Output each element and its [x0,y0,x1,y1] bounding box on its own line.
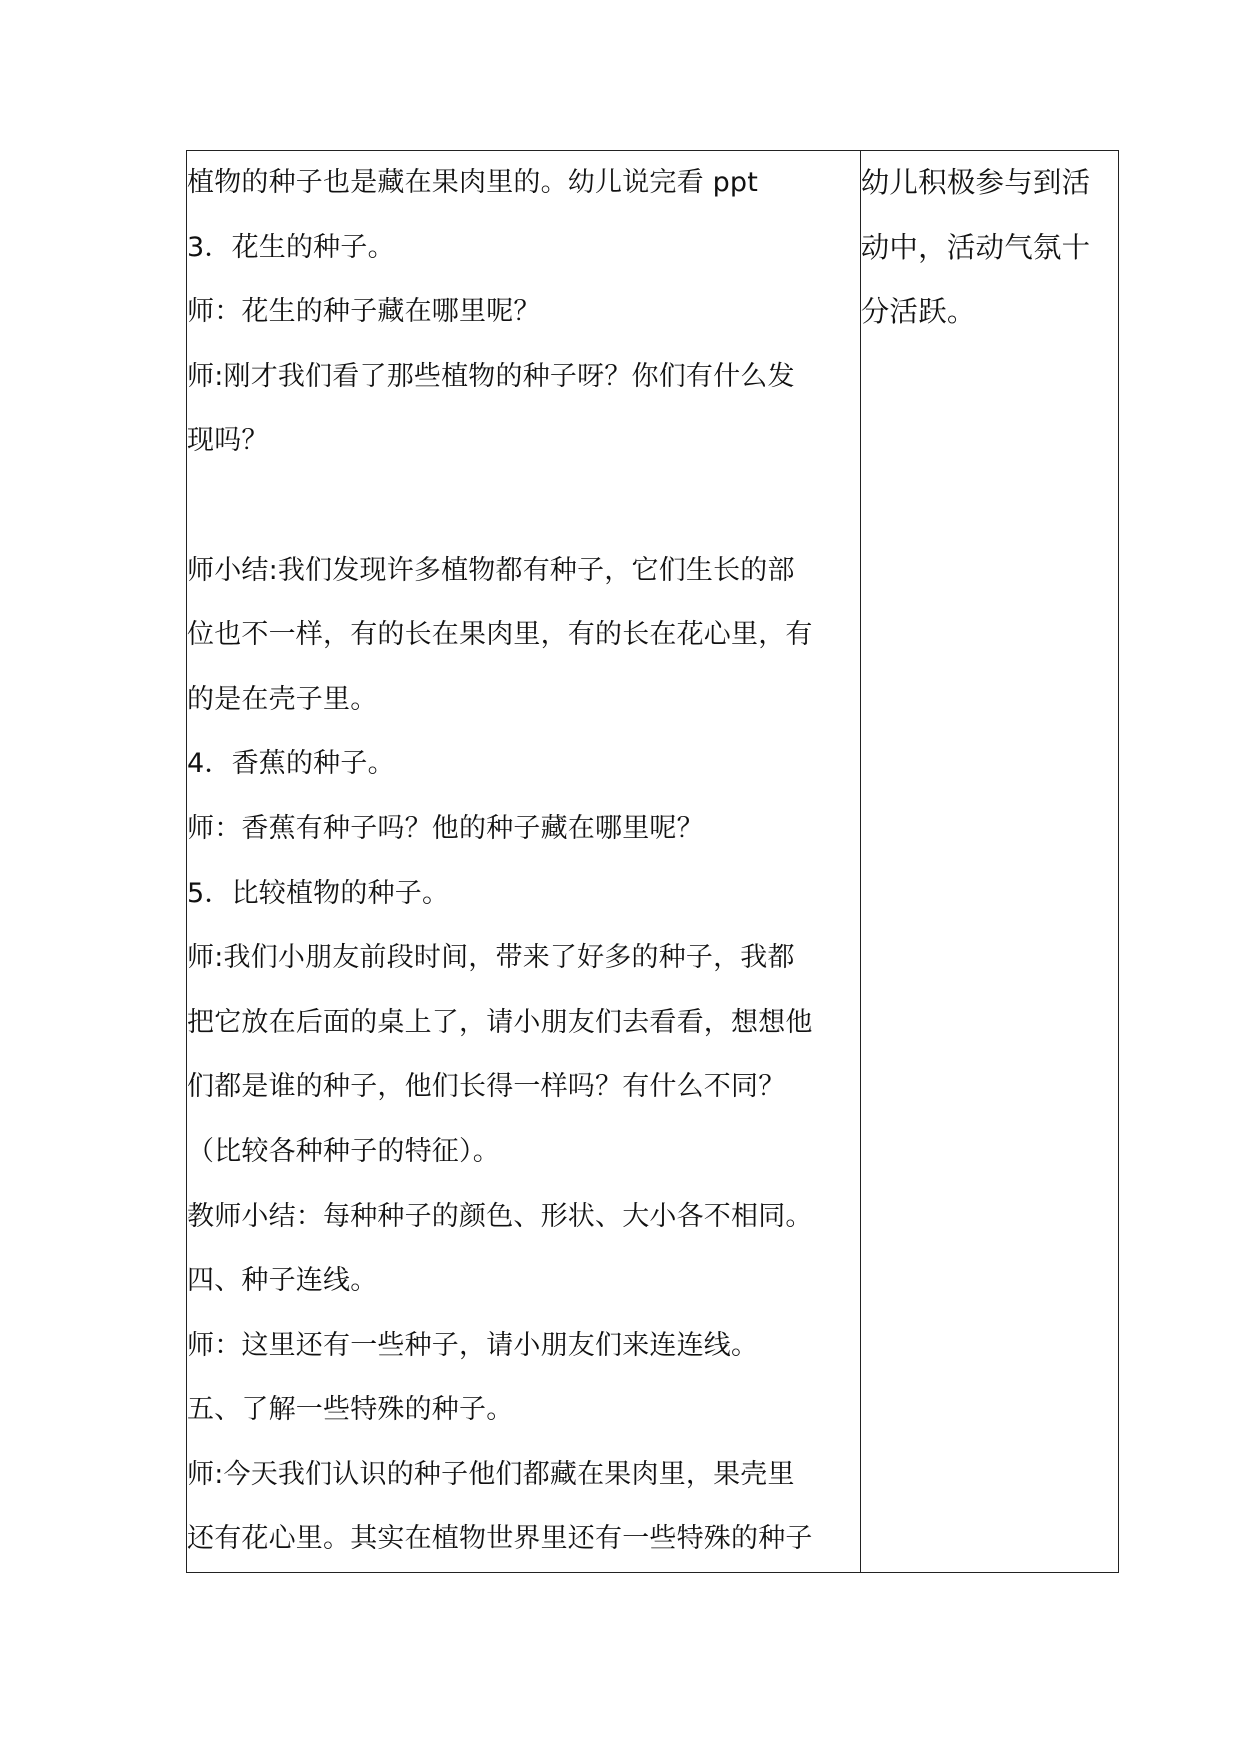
blank-line [187,474,860,539]
observation-note-cell [860,151,1118,1573]
text-line: 师：香蕉有种子吗？他的种子藏在哪里呢？ [187,812,704,844]
text-line: （比较各种种子的特征）。 [187,1135,500,1167]
note-line: 动中，活动气氛十 [860,230,1091,264]
text-line: 还有花心里。其实在植物世界里还有一些特殊的种子 [187,1523,813,1555]
text-line: 5．比较植物的种子。 [187,877,450,909]
text-line: 把它放在后面的桌上了，请小朋友们去看看，想想他 [187,1006,813,1038]
text-line: 现吗？ [187,425,269,457]
text-line: 位也不一样，有的长在果肉里，有的长在花心里，有 [187,619,813,651]
text-line: 们都是谁的种子，他们长得一样吗？有什么不同？ [187,1071,786,1103]
text-line: 师：花生的种子藏在哪里呢？ [187,296,541,328]
text-line: 五、了解一些特殊的种子。 [187,1394,514,1426]
table-row [187,151,1119,1573]
text-line: 师:我们小朋友前段时间，带来了好多的种子，我都 [187,942,795,974]
text-line: 的是在壳子里。 [187,683,378,715]
note-line: 幼儿积极参与到活 [860,166,1091,199]
text-line: 植物的种子也是藏在果肉里的。幼儿说完看 ppt [187,167,759,198]
text-line: 师:今天我们认识的种子他们都藏在果肉里，果壳里 [187,1458,795,1490]
text-line: 教师小结：每种种子的颜色、形状、大小各不相同。 [187,1200,813,1232]
activity-process-cell [187,151,861,1573]
text-line: 师小结:我们发现许多植物都有种子，它们生长的部 [187,554,795,586]
note-line: 分活跃。 [860,295,976,329]
text-line: 师:刚才我们看了那些植物的种子呀？你们有什么发 [187,360,795,392]
text-line: 四、种子连线。 [187,1265,378,1297]
text-line: 师：这里还有一些种子，请小朋友们来连连线。 [187,1329,759,1361]
lesson-plan-table [186,150,1119,1573]
text-line: 3．花生的种子。 [187,231,395,263]
text-line: 4．香蕉的种子。 [187,748,395,780]
